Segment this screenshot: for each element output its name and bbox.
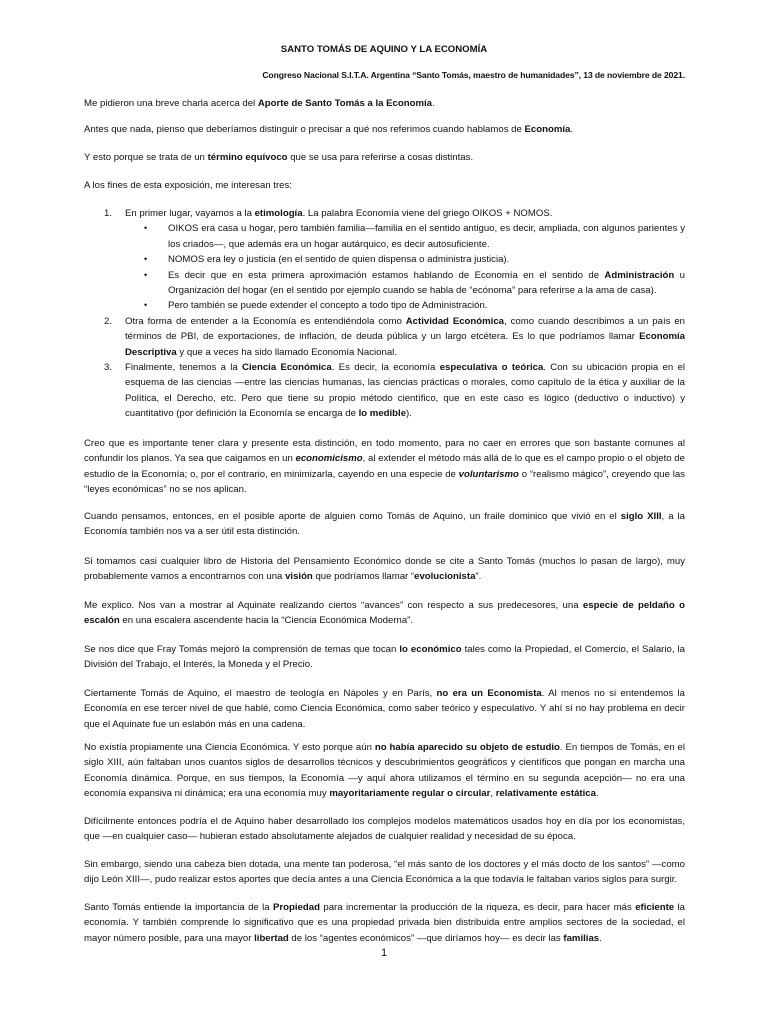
bullet-icon: • xyxy=(144,300,148,311)
list-number: 1. xyxy=(104,208,113,219)
paragraph-8: Me explico. Nos van a mostrar al Aquinate realizando ciertos “avances” con respecto a sus predecesores, una especie de peldaño o escalón en una escalera ascendente hacia la “Ciencia Económica Moderna”. xyxy=(84,600,685,627)
list-item: 3. Finalmente, tenemos a la Ciencia Económica. Es decir, la economía especulativa o teórica. Con su ubicación propia en el esquema de las ciencias —entre las ciencias humanas, las ciencias prácticas o morales, como capítulo de la ética y auxiliar de la Política, el Derecho, etc. Pero que tiene su propio método científico, que en este caso es lógico (deductivo o inductivo) y cuantitativo (por definición la Economía se encarga de lo medible). xyxy=(104,362,686,420)
paragraph-12: Difícilmente entonces podría el de Aquino haber desarrollado los complejos modelos matemáticos usados hoy en día por los economistas, que —en cualquier caso— hubieran estado absolutamente alejados de cualquier realidad y necesidad de su época. xyxy=(84,816,685,843)
page-number: 1 xyxy=(380,947,388,959)
list-item: 1. En primer lugar, vayamos a la etimología. La palabra Economía viene del griego OIKOS + NOMOS. • OIKOS era casa u hogar, pero también familia—familia en el sentido antiguo, es decir, ampliada, con algunos parientes y los criados—, que además era un hogar autárquico, es decir autosuficiente. • NOMOS era ley o justicia (en el sentido de quien dispensa o administra justicia). • Es decir que en esta primera aproximación estamos hablando de Economía en el sentido de Administración u Organización del hogar (en el sentido por ejemplo cuando se habla de “ecónoma” para referirse a la ama de casa). • Pero también se puede extender el concepto a todo tipo de Administración. xyxy=(84,206,685,314)
paragraph-7: Si tomamos casi cualquier libro de Historia del Pensamiento Económico donde se cite a Santo Tomás (muchos lo pasan de largo), muy probablemente vamos a encontrarnos con una visión que podríamos llamar “evolucionista”. xyxy=(84,556,685,583)
paragraph-10: Ciertamente Tomás de Aquino, el maestro de teología en Nápoles y en París, no era un Economista. Al menos no si entendemos la Economía en ese tercer nivel de que hablé, como Ciencia Económica, como saber teórico y especulativo. Y ahí sí no hay problema en decir que el Aquinate fue un eslabón más en una cadena. xyxy=(84,688,685,730)
paragraph-5: Creo que es importante tener clara y presente esta distinción, en todo momento, para no caer en errores que son bastante comunes al confundir los planos. Ya sea que caigamos en un economicismo, al extender el método más allá de lo que es el campo propio o el objeto de estudio de la Economía; o, por el contrario, en minimizarla, cayendo en una especie de voluntarismo o “realismo mágico”, creyendo que las “leyes económicas” no se nos aplican. xyxy=(84,438,685,496)
bullet-item: • NOMOS era ley o justicia (en el sentido de quien dispensa o administra justicia). xyxy=(125,252,685,267)
paragraph-3: Y esto porque se trata de un término equívoco que se usa para referirse a cosas distintas. xyxy=(84,152,474,163)
list-number: 2. xyxy=(104,315,113,327)
numbered-list xyxy=(84,206,685,422)
paragraph-9: Se nos dice que Fray Tomás mejoró la comprensión de temas que tocan lo económico tales como la Propiedad, el Comercio, el Salario, la División del Trabajo, el Interés, la Moneda y el Precio. xyxy=(84,644,686,671)
paragraph-14: Santo Tomás entiende la importancia de la Propiedad para incrementar la producción de la riqueza, es decir, para hacer más eficiente la economía. Y también comprende lo significativo que es una propiedad privada bien distribuida entre amplios sectores de la sociedad, el mayor número posible, para una mayor libertad de los “agentes económicos” —que diríamos hoy— es decir las familias. xyxy=(84,902,686,944)
bullet-icon: • xyxy=(144,269,148,280)
list-number: 3. xyxy=(104,362,113,374)
paragraph-13: Sin embargo, siendo una cabeza bien dotada, una mente tan poderosa, “el más santo de los doctores y el más docto de los santos” —como dijo León XIII—, pudo realizar estos aportes que decía antes a una Ciencia Económica a la que todavía le faltaban varios siglos para surgir. xyxy=(84,859,685,886)
bullet-list xyxy=(125,221,685,313)
paragraph-6: Cuando pensamos, entonces, en el posible aporte de alguien como Tomás de Aquino, un fraile dominico que vivió en el siglo XIII, a la Economía también nos va a ser útil esta distinción. xyxy=(84,511,685,538)
bullet-icon: • xyxy=(144,254,148,265)
document-subtitle: Congreso Nacional S.I.T.A. Argentina “Santo Tomás, maestro de humanidades”, 13 de noviembre de 2021. xyxy=(262,70,685,80)
document-title: SANTO TOMÁS DE AQUINO Y LA ECONOMÍA xyxy=(280,44,488,55)
bullet-icon: • xyxy=(144,223,148,234)
paragraph-11: No existía propiamente una Ciencia Económica. Y esto porque aún no había aparecido su objeto de estudio. En tiempos de Tomás, en el siglo XIII, aún faltaban unos cuantos siglos de desarrollos técnicos y descubrimientos geográficos y científicos que pongan en marcha una Economía dinámica. Porque, en sus tiempos, la Economía —y aquí ahora utilizamos el término en su segunda acepción— no era una economía expansiva ni dinámica; era una economía muy mayoritariamente regular o circular, relativamente estática. xyxy=(84,742,685,800)
paragraph-4: A los fines de esta exposición, me interesan tres: xyxy=(84,180,292,191)
paragraph-1: Me pidieron una breve charla acerca del Aporte de Santo Tomás a la Economía. xyxy=(84,98,435,109)
list-item: 2. Otra forma de entender a la Economía es entendiéndola como Actividad Económica, como cuando describimos a un país en términos de PBI, de exportaciones, de inflación, de deuda pública y un largo etcétera. Es lo que podríamos llamar Economía Descriptiva y que a veces ha sido llamado Economía Nacional. xyxy=(104,315,685,358)
bullet-item: • Pero también se puede extender el concepto a todo tipo de Administración. xyxy=(125,298,685,313)
bullet-item: • Es decir que en esta primera aproximación estamos hablando de Economía en el sentido de Administración u Organización del hogar (en el sentido por ejemplo cuando se habla de “ecónoma” para referirse a la ama de casa). xyxy=(144,269,685,297)
paragraph-2: Antes que nada, pienso que deberíamos distinguir o precisar a qué nos referimos cuando hablamos de Economía. xyxy=(84,124,574,135)
bullet-item: • OIKOS era casa u hogar, pero también familia—familia en el sentido antiguo, es decir, ampliada, con algunos parientes y los criados—, que además era un hogar autárquico, es decir autosuficiente. xyxy=(144,223,685,250)
